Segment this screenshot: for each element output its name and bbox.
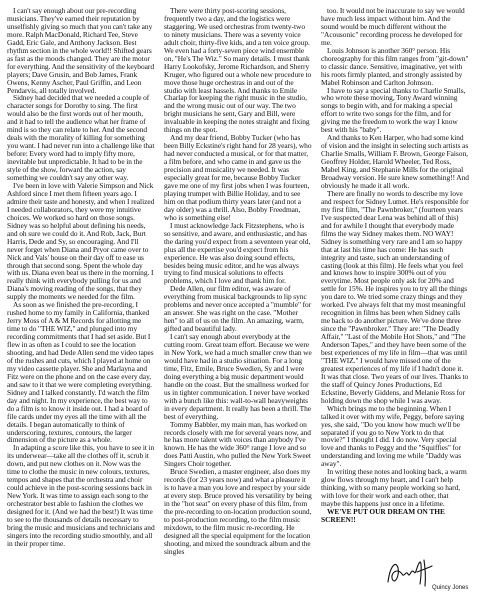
paragraph: Bruce Swedien, a master engineer, also does my records (for 23 years now) and what a pleasure it is to have a man you love and respect by your side at every step. Bruce proved his versatility by being in the "hot seat" on every phase of this film, from the pre-recording to on-location production sound, to post-production recording, to the film music mixdown, to the film music re-recording. He designed all the special equipment for the location shooting, and mixed the soundtrack album and the singles [164, 467, 312, 556]
paragraph: As soon as we finished the pre-recording, I rushed home to my family in California, thanked Jerry Moss of A & M Records for allotting me time to do "THE WIZ," and plunged into my recording commitments that I had set aside. But I flew in as often as I could to see the location shooting, and had Dede Allen send me video tapes of the rushes and cuts, which I played at home on my video cassette player. She and Marlayna and Fitz were on the phone and on the case every day, and saw to it that we were completing everything. Sidney and I talked constantly. I'd watch the film day and night. In my experience, the best way to do a film is to know it inside out. I had a board of file cards under my eyes all the time with all the details. I began automatically to think of underscoring, textures, contours, the larger dimension of the picture as a whole. [7, 300, 154, 445]
paragraph: And my dear friend, Bobby Tucker (who has been Billy Eckstine's right hand for 28 years), who had never conducted a musical, or for that matter, a film before, and who came in and gave us the precision and musicality we needed. It was especially great for me, because Bobby Tucker gave me one of my first jobs when I was fourteen, playing trumpet with Billie Holiday, and to see him on that podium thirty years later (and not a day older) was a thrill. Also, Bobby Freedman, who is something else! [164, 133, 312, 222]
text-column-3 [321, 7, 469, 556]
paragraph: Dede Allen, our film editor, was aware of everything from musical backgrounds to lip sync problems and never once accepted a "mumble" for an answer. She was right on the case. "Mother hen" to all of us on the film. An amazing, warm, gifted and beautiful lady. [164, 284, 312, 334]
paragraph: I can't say enough about our pre-recording musicians. They've earned their reputation by unselfishly giving so much that you can't take any more. Ralph MacDonald, Richard Tee, Steve Gadd, Eric Gale, and Anthony Jackson. Best rhythm section in the whole world!! Shifted gears as fast as the moods changed. They are the motor for everything. And the sensitivity of the keyboard players; Dave Grusin, and Bob James, Frank Owens, Kenny Ascher, Paul Griffin, and Leon Pendarvis, all totally involved. [7, 7, 155, 95]
text-column-2 [164, 7, 312, 556]
paragraph: In writing these notes and looking back, a warm glow flows through my heart, and I can't help thinking, with so many people working so hard, with love for their work and each other, that maybe this happens just once in a lifetime. [321, 467, 467, 509]
paragraph: Which brings me to the beginning. When I talked it over with my wife, Peggy, before saying yes, she said, "Do you know how much we'll be separated if you go to New York to do that movie?" I thought I did. I do now. Very special love and thanks to Peggy and the "Squiffies" for understanding and loving me while "Daddy was away". [321, 403, 465, 469]
paragraph: I've been in love with Valerie Simpson and Nick Ashford since I met them fifteen years ago. I admire their taste and honesty, and when I realized I needed collaborators, they were my intuitive choices. We worked so hard on those songs. Sidney was so helpful about defining his needs, and oh sure we could do it. And Rob, Jack, Burt Harris, Dede and Sy, so encouraging. And I'll never forget when Diana and Pryor came over to Nick and Vals' house on their day off to ease us through that second song. Spent the whole day with us. Diana even beat us there in the morning. I really think with everybody pulling for us and Diana's moving reading of the songs, that they supply the moments we needed for the film. [7, 180, 155, 302]
text-columns [7, 7, 471, 556]
signature-caption: Quincy Jones [432, 585, 469, 591]
closing-line: WE'VE PUT OUR DREAM ON THE SCREEN!! [321, 507, 445, 525]
paragraph: I have to say a special thanks to Charlie Smalls, who wrote these moving, Tony Award winning songs to begin with, and for making a special effort to write two songs for the film, and for giving me the freedom to work the way I know best with his "baby". [321, 85, 466, 135]
paragraph: I can't say enough about everybody at the cutting room. Great team effort. Because we were in New York, we had a much smaller crew than we would have had in a studio situation. For a long time, Fitz, Emile, Bruce Swedien, Sy and I were doing everything a big music department would handle on the coast. But the smallness worked for us in tighter communication. I never have worked with a bunch like this: wall-to-wall heavyweights in every department. It really has been a thrill. The best of everything. [164, 332, 312, 421]
paragraph: too. It would not be inaccurate to say we would have much less impact without him. And the sound would be much different without the "Acousonic" recording process he developed for me. [321, 7, 465, 47]
paragraph: I must acknowledge Jack Fitzstephens, who is so sensitive, and aware, and enthusiastic, and has the daring you'd expect from a seventeen year old, plus all the expertise you'd expect from his experience. He was also doing sound effects, besides being music editor, and he was always trying to find musical solutions to effects problems, which I love and thank him for. [164, 220, 311, 286]
handwritten-signature [384, 556, 436, 590]
paragraph: In adapting a score like this, you have to see it in its underwear—take all the clothes off it, scrub it down, and put new clothes on it. Now was the time to clothe the music in new colours, textures, tempos and shapes that the orchestra and choir could achieve in the post-scoring sessions back in New York. It was time to assign each song to the orchestrator best able to fashion the clothes we designed for it. (And we had the best!) It was time to see to the thousands of details necessary to bring the music and musicians and technicians and singers into the recording studio smoothly, and all in their proper time. [7, 443, 155, 548]
paragraph: Tommy Babbler, my main man, has worked on records closely with me for several years now, and he has more talent with voices than anybody I've known. He has the wide 360° range I love and so does Patti Austin, who pulled the New York Sweet Singers Choir together. [164, 419, 311, 469]
paragraph: Louis Johnson is another 360° person. His choreography for this film ranges from "git-down" to classic dance. Sensitive, imaginative, yet with his roots firmly planted, and strongly assisted by Mabel Robinson and Carlton Johnson. [321, 45, 469, 87]
paragraph: There are finally no words to describe my love and respect for Sidney Lumet. He's responsible for my first film, "The Pawnbroker," (fourteen years I've suspected dear Lena was behind all of this) and for awhile I thought that everybody made films the way Sidney makes them. NO WAY! Sidney is something very rare and I am so happy that at last his time has come: He has such integrity and taste, such an understanding of casting (look at this film). He feels what you feel and knows how to inspire 300% out of you everytime. Most people only ask for 20% and settle for 15%. He inspires you to try all the things you dare to. We tried some crazy things and they worked. I've always felt that my most meaningful recognition in films has been when Sidney calls me back to do another picture. We've done three since the "Pawnbroker." They are: "The Deadly Affair," "Last of the Mobile Hot Shots," and "The Anderson Tapes," and they have been some of the best experiences of my life in film—that was until "THE WIZ." I would have missed one of the greatest experiences of my life if I hadn't done it. It was that close. Two years of our lives. Thanks to the staff of Quincy Jones Productions, Ed Eckstine, Beverly Giddens, and Melanie Ross for holding down the shop while I was away. [321, 188, 469, 405]
paragraph: Sidney had decided that we needed a couple of character songs for Dorothy to sing. The first would also be the first words out of her mouth, and it had to tell the audience what her frame of mind is so they can relate to her. And the second deals with the morality of killing for something you want. I had never run into a challenge like that before: Every word had to imply fifty more, inevitable but unpredictable. It had to be in the style of the show, forward the action, say something we couldn't say any other way. [7, 93, 155, 183]
text-column-1 [7, 7, 155, 556]
paragraph: And thanks to Ken Harper, who had some kind of vision and the insight in selecting such artists as Charlie Smalls, William F. Brown, George Faison, Geoffrey Holder, Harold Wheeler, Ted Ross, Mabel King, and Stephanie Mills for the original Broadway version. He sure knew something!! And obviously he made it all work. [321, 133, 469, 190]
paragraph: There were thirty post-scoring sessions, frequently two a day, and the logistics were staggering. We used orchestras from twenty-two to ninety musicians. There was a seventy voice adult choir, thirty-five kids, and a ten voice group. We even had a forty-seven piece wind ensemble on, "He's The Wiz." So many details. I must thank Harry Lookofsky, Jerome Richardson, and Sherry Kruger, who figured out a whole new procedure to move those huge orchestras in and out of the studio with least hassels. And thanks to Emile Charlap for keeping the right music in the studio, and the wrong music out of our way. The two bright musicians he sent, Gary and Bill, were invaluable in keeping the notes straight and fixing things on the spot. [164, 7, 312, 135]
